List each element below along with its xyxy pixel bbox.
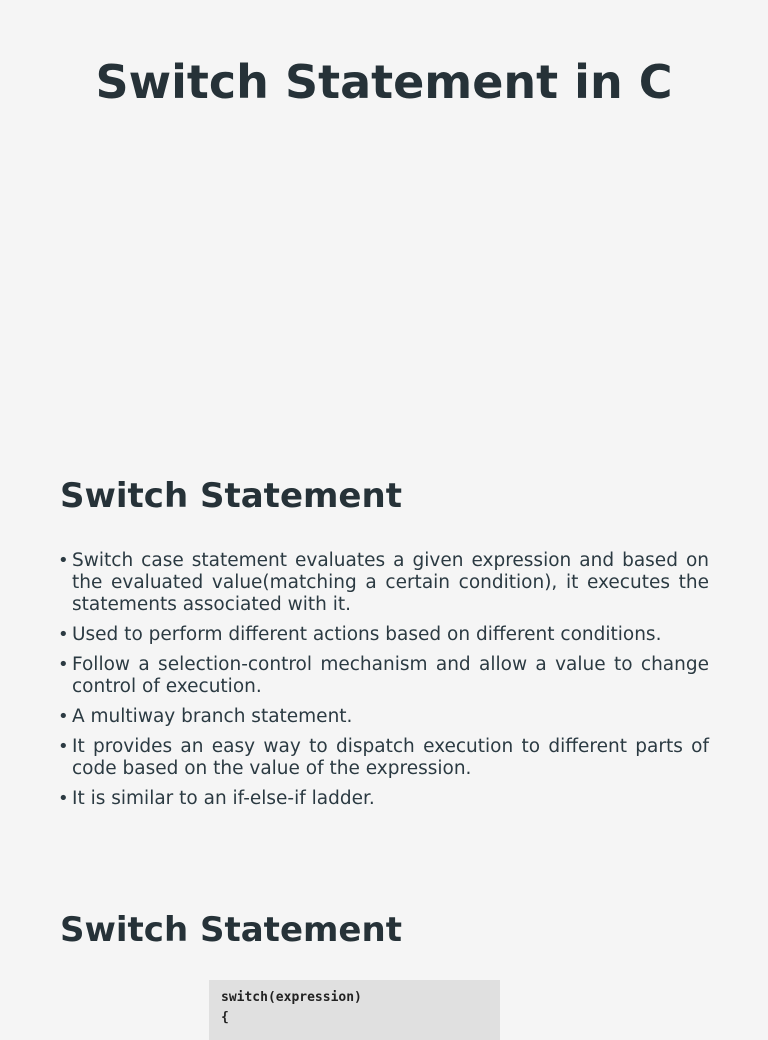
bullet-text: Follow a selection-control mechanism and allow a value to change control of execution. xyxy=(72,654,709,697)
slide-title: Switch Statement in C xyxy=(95,55,673,109)
bullet-dot-icon: • xyxy=(58,788,69,809)
bullet-item xyxy=(58,550,709,616)
bullet-text: A multiway branch statement. xyxy=(72,706,353,727)
bullet-item xyxy=(58,736,709,780)
code-block xyxy=(209,980,500,1040)
bullet-item xyxy=(58,788,709,810)
bullet-item xyxy=(58,654,709,698)
section-heading: Switch Statement xyxy=(60,910,402,950)
bullet-dot-icon: • xyxy=(58,624,69,645)
bullet-text: Used to perform different actions based on different conditions. xyxy=(72,624,662,645)
code-line: { xyxy=(221,1010,229,1025)
bullet-list xyxy=(58,550,709,818)
slide-2 xyxy=(0,440,768,880)
code-line: switch(expression) xyxy=(221,990,362,1005)
bullet-dot-icon: • xyxy=(58,550,69,571)
bullet-item xyxy=(58,624,709,646)
bullet-dot-icon: • xyxy=(58,654,69,675)
slide-1 xyxy=(0,0,768,440)
bullet-item xyxy=(58,706,709,728)
bullet-dot-icon: • xyxy=(58,706,69,727)
bullet-text: It provides an easy way to dispatch execution to different parts of code based on the value of the expression. xyxy=(72,736,709,779)
bullet-dot-icon: • xyxy=(58,736,69,757)
section-heading: Switch Statement xyxy=(60,476,402,516)
bullet-text: It is similar to an if-else-if ladder. xyxy=(72,788,375,809)
bullet-text: Switch case statement evaluates a given expression and based on the evaluated value(matching a certain condition), it executes the statements associated with it. xyxy=(72,550,709,615)
slide-3 xyxy=(0,880,768,1024)
